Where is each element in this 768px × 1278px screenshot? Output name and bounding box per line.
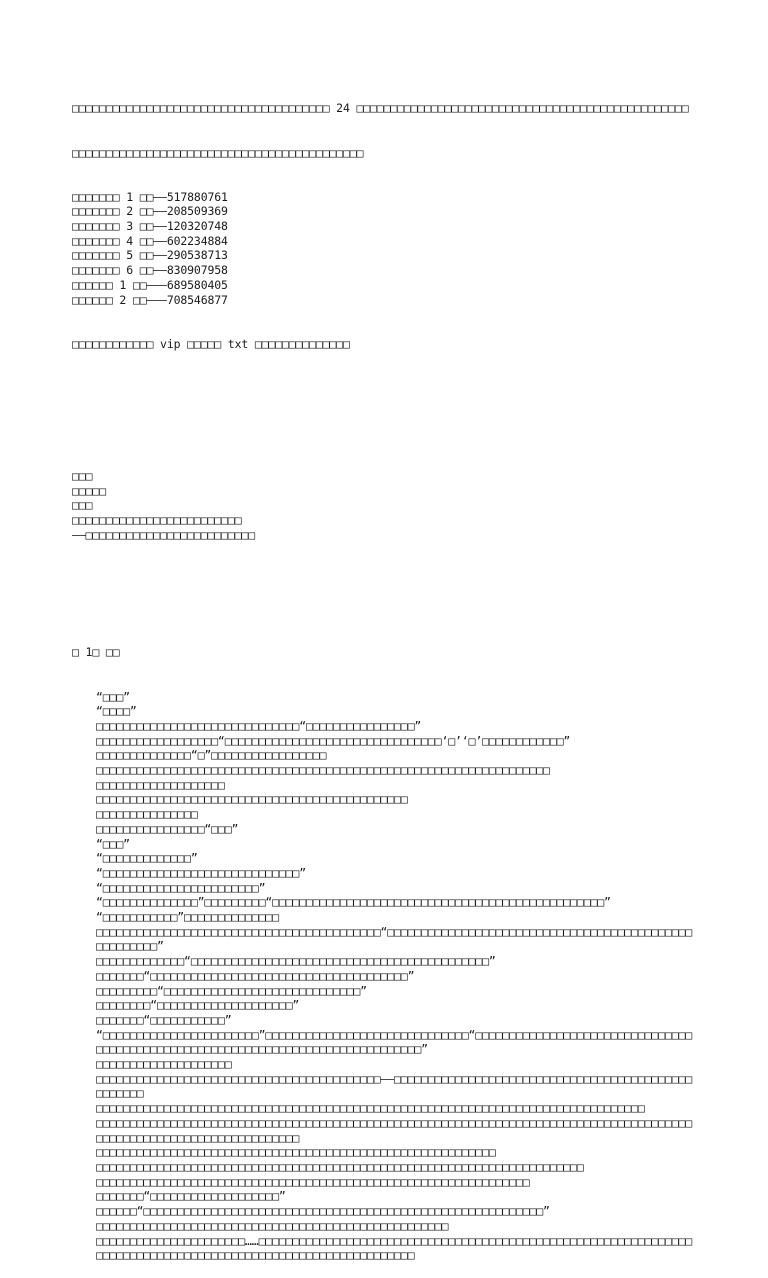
meta-line: ——□□□□□□□□□□□□□□□□□□□□□□□□□ (72, 527, 255, 542)
paragraph: □□□□□□□□□□□□□□□□□□□□ (96, 1057, 232, 1072)
paragraph: “□□□□□□□□□□□□□” (96, 851, 198, 866)
group-item: □□□□□□□ 2 □□——208509369 (72, 204, 228, 219)
paragraph: “□□□□” (96, 704, 137, 719)
paragraph: □□□□□□□□□□□□□□□ (96, 807, 198, 822)
paragraph: □□□□□□□“□□□□□□□□□□□□□□□□□□□” (96, 1189, 286, 1204)
paragraph: □□□□□□□□□□□□□□□□□□□□□□□□□□□□□□□□□□□□□□□□□□□□□□□□□□□□□□□□□□□□□□□□□□□□□□□□□□□□□□□□□ (96, 1101, 645, 1116)
book-meta (72, 469, 696, 543)
meta-line: □□□ (72, 468, 93, 483)
meta-line: □□□□□□□□□□□□□□□□□□□□□□□□□ (72, 513, 242, 528)
group-item: □□□□□□□ 1 □□——517880761 (72, 189, 228, 204)
paragraph: □□□□□□□□□□□□□□□□□□□□□□□□□□□□□□□□□□□□□□□□□□□□□□□□□□□□□□□□□□□□□□□□□□□□□□□□ (96, 1160, 584, 1174)
paragraph: “□□□□□□□□□□□□□□□□□□□□□□□” (96, 880, 266, 895)
chapter-text (72, 690, 696, 1263)
paragraph: “□□□” (96, 836, 130, 851)
paragraph: □□□□□□□□□□□□□□□□□□□□□□□□□□□□□□□□□□□□□□□□□□“□□□□□□□□□□□□□□□□□□□□□□□□□□□□□□□□□□□□□□□□□□□□□□□□□□□□□□” (96, 924, 693, 954)
paragraph: □□□□□□□□□□□□□□□□□□□□□□□□□□□□□□□□□□□□□□□□□□□□□□□□□□□□ (96, 1218, 449, 1233)
intro-line: □□□□□□□□□□□□□□□□□□□□□□□□□□□□□□□□□□□□□□ 24 □□□□□□□□□□□□□□□□□□□□□□□□□□□□□□□□□□□□□□□□□□□□□□□□□ (72, 101, 689, 116)
intro-line: □□□□□□□□□□□□□□□□□□□□□□□□□□□□□□□□□□□□□□□□□□□ (72, 145, 364, 160)
paragraph: □□□□□□□□□□□□□“□□□□□□□□□□□□□□□□□□□□□□□□□□□□□□□□□□□□□□□□□□□□” (96, 954, 496, 969)
paragraph: □□□□□□□□□□□□□□□□□□□□□□□□□□□□□□“□□□□□□□□□□□□□□□□” (96, 718, 422, 733)
paragraph: “□□□□□□□□□□□”□□□□□□□□□□□□□□ (96, 910, 279, 925)
meta-line: □□□□□ (72, 483, 106, 498)
paragraph: □□□□□□□□□□□□□□□□□□□□□□……□□□□□□□□□□□□□□□□□□□□□□□□□□□□□□□□□□□□□□□□□□□□□□□□□□□□□□□□□□□□□□□□□□□□□□□□□□□□□□□□□□□□□□□□□□□□□□□□□□□□□□□□□□□□□□□ (96, 1233, 693, 1263)
paragraph: “□□□” (96, 689, 130, 704)
meta-line: □□□ (72, 498, 93, 513)
paragraph: □□□□□□□□□□□□□□□□□□“□□□□□□□□□□□□□□□□□□□□□□□□□□□□□□□□‘□’‘□’□□□□□□□□□□□□” (96, 733, 571, 748)
paragraph: □□□□□□□“□□□□□□□□□□□□□□□□□□□□□□□□□□□□□□□□□□□□□□” (96, 968, 415, 983)
group-item: □□□□□□□ 5 □□——290538713 (72, 248, 228, 263)
paragraph: □□□□□□□□□□□□□□□□□□□□□□□□□□□□□□□□□□□□□□□□□□——□□□□□□□□□□□□□□□□□□□□□□□□□□□□□□□□□□□□□□□□□□□□□□□□□□□ (96, 1071, 693, 1101)
paragraph: “□□□□□□□□□□□□□□□□□□□□□□□□□□□□□” (96, 865, 306, 880)
chapter-heading: □ 1□ □□ (72, 645, 120, 660)
paragraph: □□□□□□□□□“□□□□□□□□□□□□□□□□□□□□□□□□□□□□□” (96, 983, 367, 998)
paragraph: □□□□□□□□□□□□□□□□□□□□□□□□□□□□□□□□□□□□□□□□□□□□□□□□□□□□□□□□□□□□□□□□□□□ (96, 763, 550, 778)
paragraph: “□□□□□□□□□□□□□□□□□□□□□□□”□□□□□□□□□□□□□□□□□□□□□□□□□□□□□□“□□□□□□□□□□□□□□□□□□□□□□□□□□□□□□□□□□□□□□□□□□□□□□□□□□□□□□□□□□□□□□□□□□□□□□□□□□□□□□□□” (96, 1027, 693, 1057)
paragraph: □□□□□□□□“□□□□□□□□□□□□□□□□□□□□” (96, 998, 300, 1013)
group-item: □□□□□□ 2 □□———708546877 (72, 292, 228, 307)
paragraph: □□□□□□□□□□□□□□□□□□□ (96, 777, 225, 792)
group-item: □□□□□□ 1 □□———689580405 (72, 277, 228, 292)
paragraph: □□□□□□□□□□□□□□□□“□□□” (96, 821, 239, 836)
group-item: □□□□□□□ 3 □□——120320748 (72, 219, 228, 234)
group-item: □□□□□□□ 6 □□——830907958 (72, 263, 228, 278)
vip-notice: □□□□□□□□□□□□ vip □□□□□ txt □□□□□□□□□□□□□□ (72, 336, 350, 351)
document-body (72, 72, 696, 1278)
paragraph: □□□□□□“□□□□□□□□□□□□□□□□□□□□□□□□□□□□□□□□□□□□□□□□□□□□□□□□□□□□□□□□□□□” (96, 1204, 550, 1219)
group-list (72, 190, 696, 308)
group-item: □□□□□□□ 4 □□——602234884 (72, 233, 228, 248)
paragraph: □□□□□□□□□□□□□□□□□□□□□□□□□□□□□□□□□□□□□□□□□□□□□□□□□□□□□□□□□□□□□□□□□□□□□□□□□□□□□□□□□□□□□□□□□□□□□□□□□□□□□□□□□□□□□□□□□□□□□□ (96, 1115, 693, 1145)
paragraph: □□□□□□□□□□□□□□□□□□□□□□□□□□□□□□□□□□□□□□□□□□□□□□□□□□□□□□□□□□□ (96, 1145, 496, 1160)
paragraph: □□□□□□□□□□□□□□“□”□□□□□□□□□□□□□□□□□ (96, 748, 327, 763)
paragraph: “□□□□□□□□□□□□□□”□□□□□□□□□“□□□□□□□□□□□□□□□□□□□□□□□□□□□□□□□□□□□□□□□□□□□□□□□□□” (96, 895, 611, 910)
paragraph: □□□□□□□□□□□□□□□□□□□□□□□□□□□□□□□□□□□□□□□□□□□□□□□□□□□□□□□□□□□□□□□□ (96, 1174, 530, 1189)
paragraph: □□□□□□□“□□□□□□□□□□□” (96, 1012, 232, 1027)
paragraph: □□□□□□□□□□□□□□□□□□□□□□□□□□□□□□□□□□□□□□□□□□□□□□ (96, 792, 408, 807)
